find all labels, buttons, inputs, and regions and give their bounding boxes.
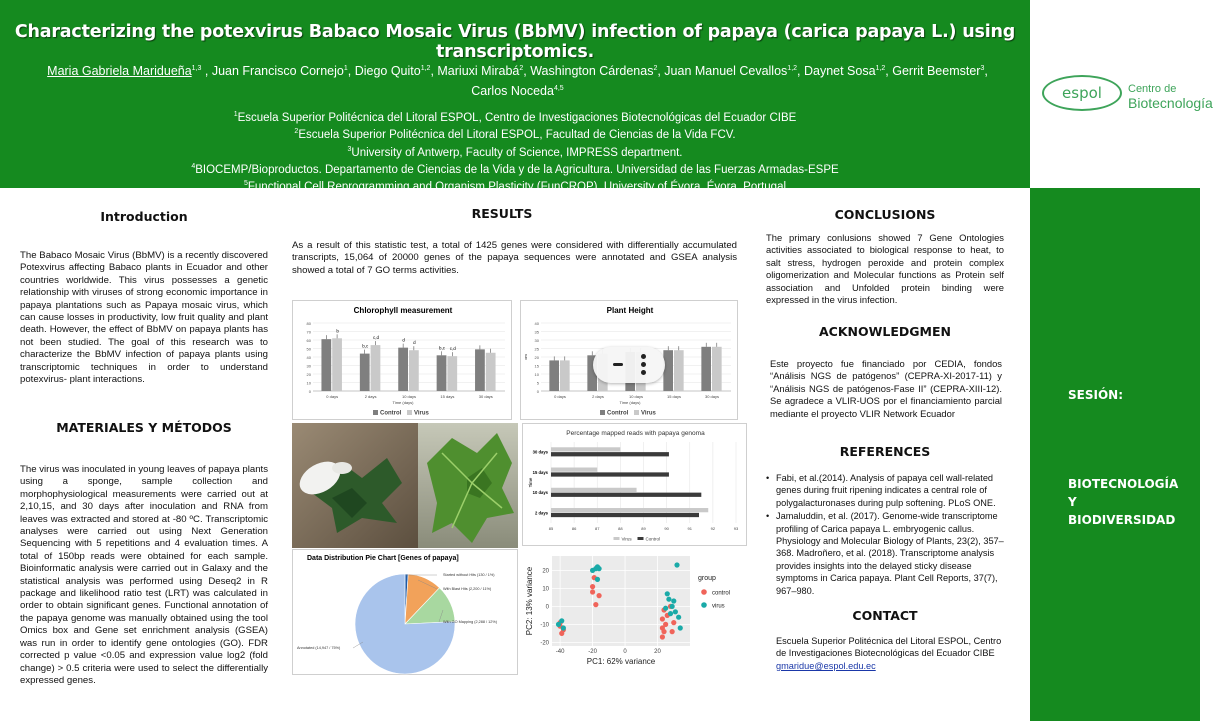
reference-item: • Fabi, et al.(2014). Analysis of papaya cell wall-related genes during fruit ripening indicates a central role of polygalacturonases during pulp softening. PLoS ONE. — [766, 472, 1006, 509]
contact-block — [776, 635, 1012, 672]
legend-label: Control — [645, 536, 661, 542]
y-axis-label: Time — [528, 477, 533, 488]
legend-swatch — [701, 602, 707, 608]
x-tick-label: 30 days — [704, 394, 720, 399]
bar-control — [551, 452, 669, 456]
methods-text: The virus was inoculated in young leaves of papaya plants using a sponge, sample collection and morphophysiological measurements were carried out at 2,10,15, and 30 days after inoculation and RNA from leaves was extracted and stored at -80 ºC. Transcriptomic analyses were carried out using Next Generation Sequencing with 5 repetitions and 4 evaluation times. A total of 150bp reads were obtained for each sample. Bioinformatic analysis were carried out in Galaxy and the statistical analysis was performed using Deseq2 in R package and likelihood ratio test (LRT) was calculated in order to obtain significant genes. Functional annotation of the papaya genome was manually obtained using the tool Omics box and Gene set enrichment analysis (GSEA) was run in order to identify gene ontologies (GO). FDR corrected p value <0.05 and expression value log2 (fold change) > 0.5 criteria were used to select the differentially expressed genes. — [20, 464, 268, 686]
logo-area — [1030, 0, 1213, 188]
y-tick-label: 20 — [542, 568, 549, 575]
author-sup: 1,2 — [420, 65, 431, 72]
bar-virus — [332, 338, 342, 391]
pie-label: With Blast Hits (2,200 / 11%) — [443, 587, 492, 591]
legend-swatch — [701, 589, 707, 595]
legend-label: Control — [607, 410, 629, 417]
significance-letter: c,d — [449, 346, 456, 352]
legend-swatch-control — [600, 410, 605, 415]
legend-label: control — [712, 590, 731, 597]
affiliation — [0, 177, 1030, 194]
author-name: , Carlos Noceda — [471, 64, 988, 99]
bar-control — [475, 349, 485, 391]
first-author: Maria Gabriela Maridueña — [47, 64, 192, 79]
y-tick-label: 0 — [545, 604, 549, 611]
x-tick-label: 2 days — [592, 394, 604, 399]
bar-control — [551, 493, 701, 497]
y-tick-label: 50 — [306, 346, 311, 352]
x-tick-label: 88 — [618, 526, 623, 531]
pie-label: Started without Hits (130 / 1%) — [443, 573, 495, 577]
references-heading: REFERENCES — [839, 444, 931, 459]
bar-virus — [551, 488, 637, 492]
affiliation-sup: 3 — [347, 145, 352, 153]
scatter-point-virus — [666, 597, 671, 602]
y-tick-label: -10 — [540, 622, 549, 629]
author-sup: 1,2 — [875, 65, 886, 72]
author-name: , Juan Manuel Cevallos — [657, 64, 788, 79]
introduction-text: The Babaco Mosaic Virus (BbMV) is a recently discovered Potexvirus affecting Babaco plants in Ecuador and other countries worldwide. This virus possesses a genetic relationship with viruses of strong economic importance in papaya plantations such as Papaya mosaic virus, which can cause losses in productivity, low fruit quality and plant death. However, the effect of BbMV on papaya plants has not been studied. The goal of this research was to characterize the BbMV infection of papaya plants using transcriptomic techniques in order to understand potexvirus- plant interactions. — [20, 250, 268, 386]
x-tick-label: 0 — [623, 649, 627, 655]
x-tick-label: 20 — [654, 649, 661, 655]
pie-label: Annotated (14,947 / 75%) — [297, 646, 341, 650]
legend-label: virus — [712, 603, 725, 610]
chart-title: Plant Height — [606, 306, 654, 315]
x-tick-label: 93 — [733, 526, 739, 531]
bar-control — [701, 347, 711, 391]
legend-label: Virus — [641, 410, 656, 417]
x-tick-label: 92 — [710, 526, 716, 531]
y-tick-label: 35 — [534, 329, 539, 335]
bar-virus — [447, 356, 457, 391]
papaya-photos — [292, 423, 518, 548]
session-topic — [1068, 475, 1178, 529]
significance-letter: b,c — [362, 343, 369, 349]
pca-chart — [522, 550, 747, 668]
scatter-point-control — [661, 629, 666, 634]
minus-icon[interactable] — [613, 363, 623, 366]
scatter-point-virus — [561, 625, 566, 630]
author-name: , Daynet Sosa — [797, 64, 876, 79]
bar-virus — [371, 345, 381, 391]
mapped-reads-chart — [522, 423, 747, 546]
y-tick-label: 30 — [534, 338, 539, 343]
x-tick-label: -40 — [555, 649, 565, 655]
affiliation-text: Functional Cell Reprogramming and Organism Plasticity (FunCROP), University of Évora, Évora, Portugal — [247, 181, 787, 194]
logo-line2: Biotecnología — [1128, 95, 1213, 111]
significance-letter: d — [413, 340, 416, 346]
scatter-point-virus — [559, 618, 564, 623]
legend-label: Virus — [621, 536, 632, 542]
author-sup: 1,2 — [787, 65, 798, 72]
scatter-point-virus — [665, 591, 670, 596]
legend-swatch-virus — [407, 410, 412, 415]
author-list — [30, 60, 1005, 100]
affiliation-sup: 4 — [191, 162, 196, 170]
conclusions-heading: CONCLUSIONS — [834, 207, 936, 222]
author-sup: 1,3 — [191, 65, 202, 72]
contact-email-link[interactable]: gmaridue@espol.edu.ec — [776, 660, 876, 671]
y-tick-label: 0 — [536, 389, 539, 394]
bar-control — [549, 360, 559, 391]
chart-title: Data Distribution Pie Chart [Genes of papaya] — [307, 555, 459, 562]
topic-line3: BIODIVERSIDAD — [1068, 513, 1176, 527]
x-axis-label: PC1: 62% variance — [586, 657, 656, 666]
affiliation-list — [0, 108, 1030, 195]
more-vert-icon[interactable] — [641, 354, 647, 376]
y-tick-label: 15 days — [532, 469, 548, 475]
affiliation-sup: 1 — [233, 111, 238, 118]
author-name: , Washington Cárdenas — [523, 64, 654, 79]
author-sup: 2 — [519, 65, 524, 72]
y-tick-label: 30 — [306, 363, 311, 369]
scatter-point-virus — [663, 606, 668, 611]
affiliation — [0, 143, 1030, 160]
scatter-point-virus — [678, 625, 683, 630]
scatter-point-virus — [595, 577, 600, 582]
x-tick-label: 86 — [571, 526, 577, 531]
espol-logo: espol — [1042, 75, 1122, 111]
reference-item: • Jamaluddin, et al. (2017). Genome-wide transcriptome profiling of Carica papaya L. embryogenic callus. Physiology and Molecular Biology of Plants, 23(2), 357–368. Madroñero, et al. (2018). Transcriptome analysis provides insights into the delayed sticky disease symptoms in Carica papaya. Plant Cell Reports, 37(7), 967–980. — [766, 510, 1006, 597]
y-tick-label: 10 — [542, 586, 549, 593]
playback-overlay[interactable] — [593, 347, 665, 383]
affiliation-sup: 5 — [243, 180, 248, 188]
bar-virus — [560, 360, 570, 391]
x-tick-label: 85 — [548, 526, 554, 531]
x-tick-label: 10 days — [628, 394, 644, 399]
references-list — [766, 472, 1006, 598]
y-tick-label: 70 — [306, 329, 311, 335]
mapped-reads-svg — [523, 424, 748, 547]
scatter-point-control — [590, 584, 595, 589]
y-tick-label: 30 days — [532, 449, 548, 455]
affiliation-text: BIOCEMP/Bioproductos. Departamento de Ciencias de la Vida y de la Agricultura. Universidad de las Fuerzas Armadas-ESPE — [195, 163, 839, 176]
scatter-point-control — [593, 602, 598, 607]
scatter-point-control — [670, 629, 675, 634]
scatter-point-virus — [674, 562, 679, 567]
bar-control — [321, 339, 331, 391]
introduction-heading: Introduction — [100, 209, 188, 224]
chlorophyll-svg — [293, 301, 513, 421]
x-axis-label: Time (days) — [392, 400, 414, 405]
bar-virus — [551, 447, 620, 451]
affiliation — [0, 125, 1030, 142]
affiliation-text: University of Antwerp, Faculty of Science, IMPRESS department. — [351, 146, 683, 159]
chart-title: Chlorophyll measurement — [353, 306, 453, 315]
author-sup: 3 — [980, 65, 985, 72]
legend-title: group — [698, 575, 716, 582]
x-tick-label: 10 days — [401, 394, 417, 399]
x-tick-label: 87 — [595, 526, 600, 531]
affiliation-text: Escuela Superior Politécnica del Litoral ESPOL, Facultad de Ciencias de la Vida FCV. — [298, 129, 736, 142]
plant-height-chart — [520, 300, 738, 420]
author-name: , Juan Francisco Cornejo — [204, 64, 344, 79]
x-tick-label: 30 days — [478, 394, 493, 399]
conclusions-text: The primary conlusions showed 7 Gene Ontologies activities associated to biological response to heat, to salt stress, hydrogen peroxide and protein complex oligomerization and Molecular functions as Protein self association and Unfolded protein binding were expressed in the virus infection. — [766, 232, 1004, 306]
bar-control — [398, 348, 408, 391]
legend-swatch-control — [373, 410, 378, 415]
y-axis-label: cm — [523, 354, 528, 360]
bar-control — [551, 513, 699, 517]
author-name: , Gerrit Beemster — [885, 64, 981, 79]
scatter-point-control — [590, 589, 595, 594]
x-tick-label: 89 — [641, 526, 646, 531]
y-axis-label: PC2: 13% variance — [525, 566, 534, 636]
y-tick-label: 25 — [534, 346, 539, 352]
x-tick-label: 90 — [664, 526, 669, 531]
legend-label: Control — [380, 410, 402, 417]
affiliation-text: Escuela Superior Politécnica del Litoral ESPOL, Centro de Investigaciones Biotecnológicas del Ecuador CIBE — [237, 111, 797, 124]
logo-line1: Centro de — [1128, 83, 1177, 95]
affiliation — [0, 160, 1030, 177]
methods-heading: MATERIALES Y MÉTODOS — [56, 420, 232, 435]
pie-svg — [293, 550, 519, 676]
papaya-leaf-photo — [292, 423, 518, 548]
author-sup: 4,5 — [553, 85, 564, 93]
scatter-point-virus — [676, 615, 681, 620]
poster-header — [0, 0, 1030, 194]
contact-institution: Escuela Superior Politécnica del Litoral ESPOL, Centro de Investigaciones Biotecnológicas del Ecuador CIBE — [776, 636, 1002, 659]
author-name: , Diego Quito — [347, 64, 421, 79]
bar-virus — [409, 350, 419, 391]
x-axis-label: Time (days) — [619, 400, 641, 405]
logo-caption — [1128, 82, 1213, 110]
x-tick-label: 2 days — [364, 394, 377, 399]
x-tick-label: 15 days — [440, 394, 455, 399]
x-tick-label: 91 — [687, 526, 692, 531]
y-tick-label: 15 — [534, 363, 539, 369]
author-sup: 2 — [653, 65, 658, 72]
y-tick-label: 40 — [534, 321, 539, 326]
bar-virus — [712, 347, 722, 391]
y-tick-label: 0 — [308, 389, 311, 394]
legend-label: Virus — [414, 410, 429, 417]
bar-virus — [551, 468, 597, 472]
results-text: As a result of this statistic test, a total of 1425 genes were considered with differentially accumulated transcripts, 15,064 of 20000 genes of the papaya sequences were annotated and GSEA analysis showed a total of 7 GO terms activities. — [292, 240, 737, 276]
scatter-point-virus — [673, 609, 678, 614]
scatter-point-control — [660, 616, 665, 621]
x-tick-label: 15 days — [666, 394, 682, 399]
bar-virus — [486, 353, 496, 391]
topic-line1: BIOTECNOLOGÍA — [1068, 477, 1179, 491]
affiliation — [0, 108, 1030, 125]
session-label: SESIÓN: — [1068, 388, 1123, 402]
y-tick-label: 10 — [534, 372, 539, 377]
y-tick-label: 2 days — [534, 510, 548, 516]
scatter-point-virus — [670, 604, 675, 609]
y-tick-label: 40 — [306, 355, 311, 360]
chlorophyll-chart — [292, 300, 512, 420]
contact-heading: CONTACT — [852, 608, 918, 623]
y-tick-label: 10 — [306, 380, 311, 386]
poster-title: Characterizing the potexvirus Babaco Mosaic Virus (BbMV) infection of papaya (carica papaya L.) using transcriptomics. — [14, 22, 1016, 62]
bar-control — [437, 355, 447, 391]
author-name: , Mariuxi Mirabá — [430, 64, 520, 79]
bar-virus — [674, 350, 684, 391]
topic-line2: Y — [1068, 495, 1077, 509]
y-tick-label: 80 — [306, 321, 311, 326]
y-tick-label: 60 — [306, 338, 311, 343]
y-tick-label: -20 — [540, 640, 549, 647]
y-tick-label: 10 days — [532, 490, 548, 496]
legend-swatch-virus — [634, 410, 639, 415]
y-tick-label: 20 — [534, 355, 539, 360]
scatter-point-control — [663, 622, 668, 627]
scatter-point-virus — [596, 566, 601, 571]
bar-control — [551, 472, 669, 476]
results-heading: RESULTS — [471, 206, 533, 221]
bar-control — [663, 350, 673, 391]
y-tick-label: 20 — [306, 372, 311, 377]
significance-letter: b — [336, 328, 339, 334]
scatter-point-virus — [668, 611, 673, 616]
x-tick-label: -20 — [588, 649, 597, 655]
bar-virus — [551, 508, 708, 512]
x-tick-label: 0 days — [326, 394, 339, 399]
legend-swatch-virus — [614, 537, 620, 540]
session-sidebar — [1030, 188, 1200, 721]
acknowledgments-text: Este proyecto fue financiado por CEDIA, fondos “Análisis NGS de patógenos” (CEPRA-XI-2017-11) y “Análisis NGS de patógenos-Fase II” (CEPRA-XIII-12). Se agradece a VLIR-UOS por el financiamiento parcial mediante el proyecto VLIR Network Ecuador — [770, 358, 1002, 419]
pie-chart — [292, 549, 518, 675]
scatter-point-control — [671, 620, 676, 625]
acknowledgments-heading: ACKNOWLEDGMEN — [819, 324, 951, 339]
scatter-point-control — [596, 593, 601, 598]
affiliation-sup: 2 — [294, 128, 299, 136]
significance-letter: d — [402, 337, 405, 343]
pie-label: With GO Mapping (2,288 / 12%) — [443, 620, 498, 624]
bar-control — [360, 354, 370, 391]
scatter-point-control — [660, 634, 665, 639]
chart-title: Percentage mapped reads with papaya genoma — [566, 430, 705, 437]
author-sup: 1 — [343, 65, 348, 72]
y-tick-label: 5 — [536, 380, 539, 386]
scatter-point-virus — [671, 598, 676, 603]
significance-letter: c,d — [372, 335, 379, 341]
legend-swatch-control — [638, 537, 644, 540]
pca-svg — [522, 550, 747, 668]
significance-letter: b,c — [439, 345, 446, 351]
x-tick-label: 0 days — [554, 394, 566, 399]
